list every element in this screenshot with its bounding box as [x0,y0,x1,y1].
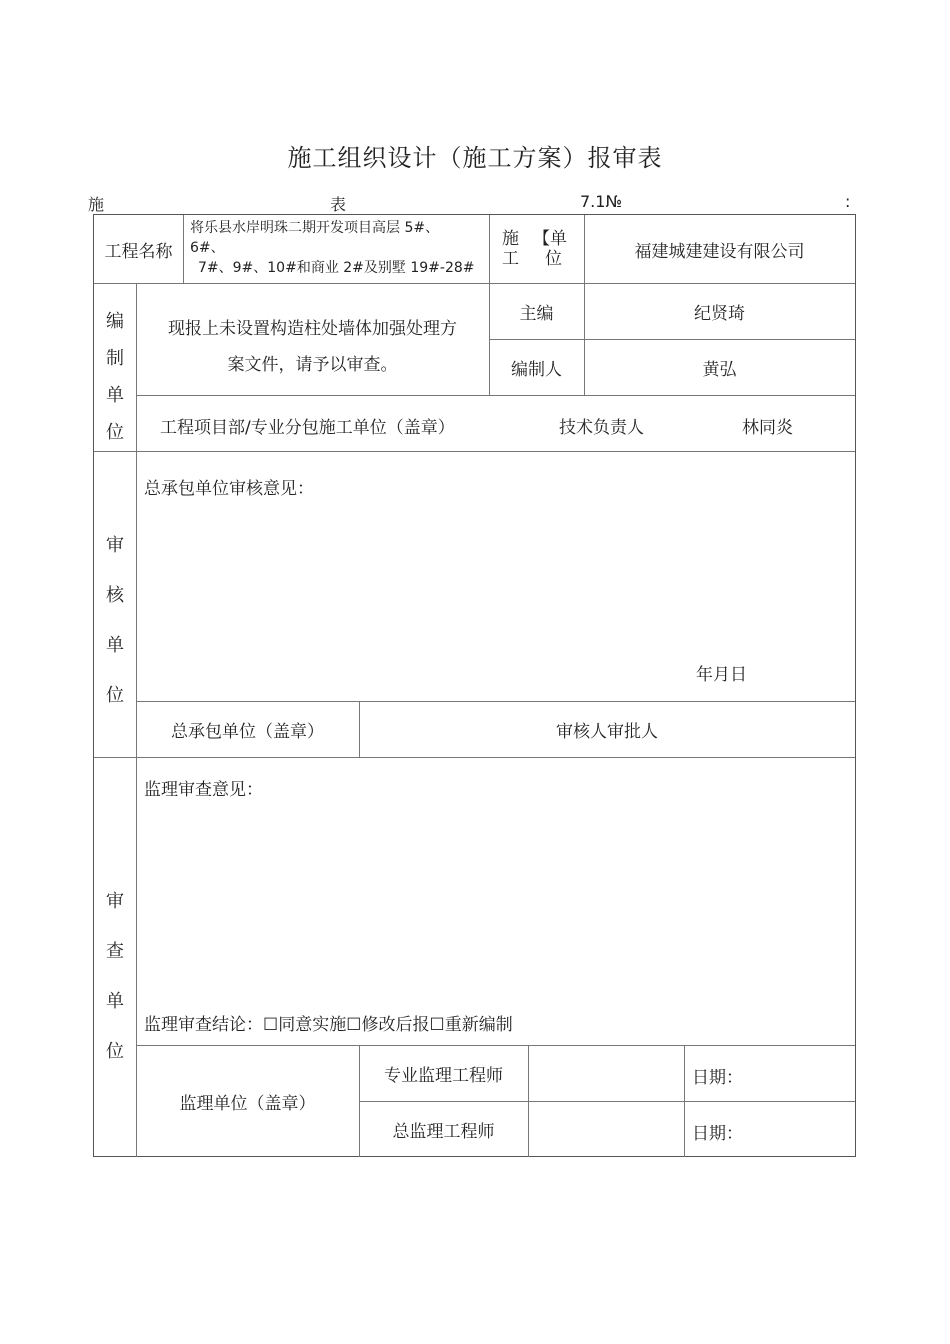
contractor-opinion-label: 总承包单位审核意见： [144,479,314,499]
contractor-seal: 总承包单位（盖章） [171,721,324,742]
date-field-2: 日期： [692,1124,743,1144]
project-name-value: 将乐县水岸明珠二期开发项目高层 5#、 6#、 7#、9#、10#和商业 2#及别墅 19#-28# [190,220,475,276]
header-left: 施 [88,195,105,214]
submission-statement: 现报上未设置构造柱处墙体加强处理方 案文件，请予以审查。 [168,319,457,375]
review-unit-vertical-label: 审 核 单 位 [106,535,124,706]
inspect-unit-vertical-label: 审 查 单 位 [106,891,124,1062]
reviewer-approver: 审核人审批人 [556,721,658,742]
technical-lead-label: 技术负责人 [559,418,644,438]
supervision-opinion-label: 监理审查意见： [144,780,263,800]
compiler-value: 黄弘 [702,359,737,380]
technical-lead-value: 林同炎 [742,418,793,438]
compile-unit-vertical-label: 编 制 单 位 [106,311,124,443]
header-code: 7.1№ [580,192,623,211]
page-title: 施工组织设计（施工方案）报审表 [287,144,663,172]
construction-unit-value: 福建城建建设有限公司 [634,241,805,262]
header-mid: 表 [330,195,347,214]
project-name-label: 工程名称 [104,241,173,262]
specialist-engineer-label: 专业监理工程师 [384,1065,503,1086]
construction-unit-label: 施 【单 工 位 [502,229,567,269]
chief-engineer-label: 总监理工程师 [392,1121,495,1142]
header-right: : [845,192,851,211]
supervision-conclusion: 监理审查结论：☐同意实施☐修改后报☐重新编制 [144,1015,513,1035]
project-department-seal: 工程项目部/专业分包施工单位（盖章） [160,418,455,438]
review-date-label: 年月日 [696,665,747,685]
supervision-seal: 监理单位（盖章） [179,1093,316,1114]
editor-in-chief-value: 纪贤琦 [694,303,745,324]
compiler-label: 编制人 [511,359,562,380]
date-field-1: 日期： [692,1068,743,1088]
approval-form [93,214,856,1157]
editor-in-chief-label: 主编 [519,303,554,324]
